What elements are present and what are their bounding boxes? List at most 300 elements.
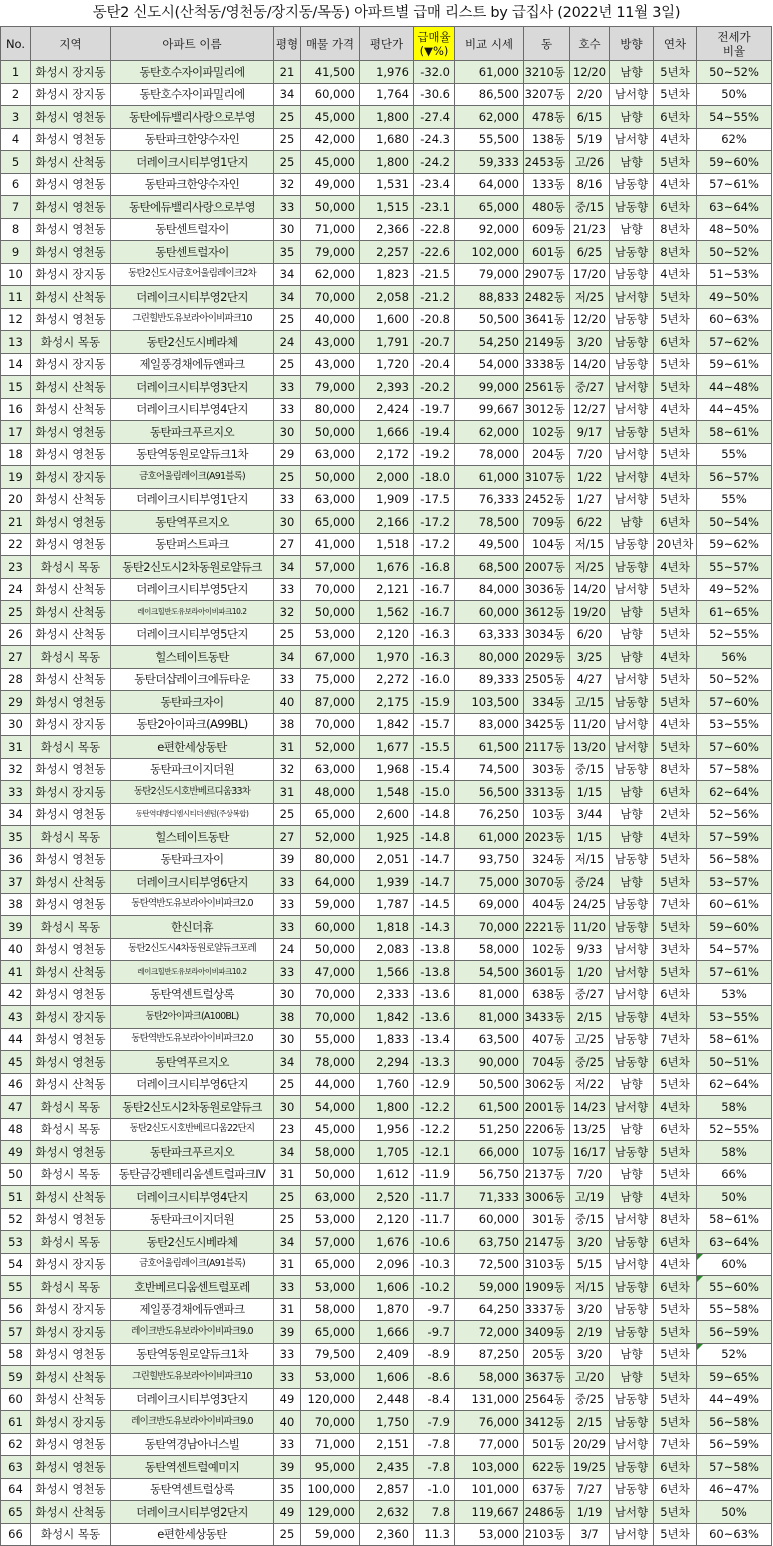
cell-drop-rate: -24.2 — [414, 151, 455, 174]
cell-price: 53,000 — [301, 1208, 360, 1231]
cell-compare-price: 56,500 — [455, 781, 524, 804]
cell-direction: 남서향 — [610, 286, 654, 309]
cell-drop-rate: -11.7 — [414, 1186, 455, 1209]
cell-size: 33 — [274, 196, 301, 219]
header-unit-price: 평단가 — [360, 27, 414, 61]
cell-floor: 14/20 — [570, 353, 610, 376]
cell-compare-price: 93,750 — [455, 848, 524, 871]
cell-dong: 3412동 — [524, 1411, 570, 1434]
cell-apt-name: 더레이크시티부영3단지 — [111, 376, 274, 399]
cell-price: 50,000 — [301, 601, 360, 624]
cell-drop-rate: -16.0 — [414, 668, 455, 691]
header-direction: 방향 — [610, 27, 654, 61]
cell-price: 75,000 — [301, 668, 360, 691]
cell-no: 62 — [1, 1433, 31, 1456]
cell-dong: 2029동 — [524, 646, 570, 669]
cell-direction: 남서향 — [610, 1208, 654, 1231]
cell-price: 57,000 — [301, 556, 360, 579]
cell-drop-rate: -14.3 — [414, 916, 455, 939]
cell-compare-price: 61,500 — [455, 1096, 524, 1119]
cell-dong: 3210동 — [524, 61, 570, 84]
cell-floor: 6/25 — [570, 241, 610, 264]
cell-apt-name: 동탄센트럴자이 — [111, 218, 274, 241]
cell-year: 6년차 — [654, 1478, 697, 1501]
cell-unit-price: 2,409 — [360, 1343, 414, 1366]
cell-price: 80,000 — [301, 398, 360, 421]
cell-region: 화성시 목동 — [31, 1163, 111, 1186]
cell-no: 20 — [1, 488, 31, 511]
cell-price: 80,000 — [301, 848, 360, 871]
cell-size: 34 — [274, 1141, 301, 1164]
cell-compare-price: 80,000 — [455, 646, 524, 669]
cell-drop-rate: -14.5 — [414, 893, 455, 916]
cell-floor: 중/15 — [570, 1208, 610, 1231]
cell-apt-name: 제일풍경채에듀앤파크 — [111, 1298, 274, 1321]
cell-floor: 3/44 — [570, 803, 610, 826]
cell-direction: 남동향 — [610, 1028, 654, 1051]
cell-dong: 709동 — [524, 511, 570, 534]
cell-compare-price: 101,000 — [455, 1478, 524, 1501]
cell-jeonse-ratio: 56% — [697, 646, 772, 669]
cell-floor: 7/20 — [570, 443, 610, 466]
cell-unit-price: 2,083 — [360, 938, 414, 961]
cell-direction: 남향 — [610, 61, 654, 84]
cell-drop-rate: -20.7 — [414, 331, 455, 354]
cell-no: 26 — [1, 623, 31, 646]
cell-compare-price: 70,000 — [455, 916, 524, 939]
cell-size: 30 — [274, 1096, 301, 1119]
cell-compare-price: 53,000 — [455, 1523, 524, 1546]
cell-no: 34 — [1, 803, 31, 826]
cell-no: 35 — [1, 826, 31, 849]
cell-price: 59,000 — [301, 1523, 360, 1546]
cell-no: 55 — [1, 1276, 31, 1299]
cell-drop-rate: -21.5 — [414, 263, 455, 286]
cell-drop-rate: -16.3 — [414, 646, 455, 669]
cell-compare-price: 63,750 — [455, 1231, 524, 1254]
cell-jeonse-ratio: 44~45% — [697, 398, 772, 421]
cell-size: 30 — [274, 1028, 301, 1051]
cell-floor: 20/29 — [570, 1433, 610, 1456]
cell-no: 50 — [1, 1163, 31, 1186]
cell-dong: 334동 — [524, 691, 570, 714]
cell-size: 27 — [274, 533, 301, 556]
cell-drop-rate: -13.4 — [414, 1028, 455, 1051]
cell-no: 44 — [1, 1028, 31, 1051]
cell-no: 22 — [1, 533, 31, 556]
cell-size: 30 — [274, 218, 301, 241]
cell-price: 53,000 — [301, 623, 360, 646]
cell-compare-price: 62,000 — [455, 421, 524, 444]
cell-price: 50,000 — [301, 196, 360, 219]
cell-unit-price: 2,333 — [360, 983, 414, 1006]
cell-direction: 남동향 — [610, 556, 654, 579]
cell-no: 60 — [1, 1388, 31, 1411]
cell-unit-price: 2,096 — [360, 1253, 414, 1276]
cell-apt-name: 동탄2신도시베라체 — [111, 331, 274, 354]
cell-compare-price: 79,000 — [455, 263, 524, 286]
cell-apt-name: 그린힐반도유보라아이비파크10 — [111, 308, 274, 331]
cell-dong: 2001동 — [524, 1096, 570, 1119]
cell-region: 화성시 영천동 — [31, 128, 111, 151]
cell-apt-name: 한신더휴 — [111, 916, 274, 939]
cell-year: 5년차 — [654, 601, 697, 624]
cell-year: 4년차 — [654, 398, 697, 421]
cell-apt-name: 동탄역반도유보라아이비파크2.0 — [111, 1028, 274, 1051]
cell-unit-price: 1,791 — [360, 331, 414, 354]
cell-size: 30 — [274, 983, 301, 1006]
cell-price: 63,000 — [301, 1186, 360, 1209]
cell-jeonse-ratio: 57~58% — [697, 1456, 772, 1479]
table-row — [1, 758, 772, 781]
cell-jeonse-ratio: 62~64% — [697, 781, 772, 804]
cell-drop-rate: -1.0 — [414, 1478, 455, 1501]
cell-no: 39 — [1, 916, 31, 939]
cell-region: 화성시 산척동 — [31, 398, 111, 421]
cell-region: 화성시 장지동 — [31, 1321, 111, 1344]
cell-direction: 남향 — [610, 1366, 654, 1389]
cell-apt-name: 힐스테이트동탄 — [111, 826, 274, 849]
cell-price: 70,000 — [301, 1411, 360, 1434]
cell-compare-price: 64,250 — [455, 1298, 524, 1321]
cell-unit-price: 1,787 — [360, 893, 414, 916]
cell-compare-price: 61,000 — [455, 826, 524, 849]
cell-jeonse-ratio: 60% — [697, 1253, 772, 1276]
cell-dong: 204동 — [524, 443, 570, 466]
cell-direction: 남동향 — [610, 421, 654, 444]
cell-compare-price: 68,500 — [455, 556, 524, 579]
cell-compare-price: 55,500 — [455, 128, 524, 151]
cell-direction: 남서향 — [610, 83, 654, 106]
cell-apt-name: 그린힐반도유보라아이비파크10 — [111, 1366, 274, 1389]
cell-dong: 2023동 — [524, 826, 570, 849]
cell-floor: 2/20 — [570, 83, 610, 106]
cell-dong: 609동 — [524, 218, 570, 241]
cell-direction: 남서향 — [610, 983, 654, 1006]
cell-no: 30 — [1, 713, 31, 736]
cell-unit-price: 2,120 — [360, 1208, 414, 1231]
cell-unit-price: 2,520 — [360, 1186, 414, 1209]
cell-price: 65,000 — [301, 803, 360, 826]
cell-floor: 4/27 — [570, 668, 610, 691]
cell-drop-rate: -16.7 — [414, 601, 455, 624]
cell-size: 33 — [274, 398, 301, 421]
cell-size: 34 — [274, 556, 301, 579]
cell-jeonse-ratio: 55% — [697, 443, 772, 466]
cell-drop-rate: -7.9 — [414, 1411, 455, 1434]
cell-jeonse-ratio: 57~61% — [697, 173, 772, 196]
cell-floor: 3/7 — [570, 1523, 610, 1546]
cell-floor: 9/33 — [570, 938, 610, 961]
cell-year: 4년차 — [654, 1006, 697, 1029]
cell-compare-price: 59,000 — [455, 1276, 524, 1299]
cell-year: 4년차 — [654, 826, 697, 849]
cell-apt-name: 동탄금강펜테리움센트럴파크Ⅳ — [111, 1163, 274, 1186]
cell-jeonse-ratio: 44~49% — [697, 1388, 772, 1411]
cell-year: 6년차 — [654, 331, 697, 354]
table-row — [1, 1478, 772, 1501]
cell-year: 5년차 — [654, 961, 697, 984]
cell-compare-price: 102,000 — [455, 241, 524, 264]
table-row — [1, 263, 772, 286]
cell-jeonse-ratio: 52~56% — [697, 803, 772, 826]
cell-jeonse-ratio: 49~52% — [697, 578, 772, 601]
cell-apt-name: e편한세상동탄 — [111, 736, 274, 759]
cell-unit-price: 1,548 — [360, 781, 414, 804]
cell-jeonse-ratio: 58~61% — [697, 1208, 772, 1231]
cell-size: 34 — [274, 83, 301, 106]
cell-jeonse-ratio: 48~50% — [697, 218, 772, 241]
cell-no: 47 — [1, 1096, 31, 1119]
cell-apt-name: 동탄파크푸르지오 — [111, 1141, 274, 1164]
cell-year: 4년차 — [654, 1096, 697, 1119]
cell-year: 5년차 — [654, 1343, 697, 1366]
cell-price: 129,000 — [301, 1501, 360, 1524]
cell-apt-name: 더레이크시티부영6단지 — [111, 1073, 274, 1096]
cell-direction: 남동향 — [610, 893, 654, 916]
cell-apt-name: 동탄2신도시금호어울림레이크2차 — [111, 263, 274, 286]
cell-unit-price: 2,600 — [360, 803, 414, 826]
cell-unit-price: 2,257 — [360, 241, 414, 264]
cell-direction: 남향 — [610, 1118, 654, 1141]
cell-year: 5년차 — [654, 1501, 697, 1524]
cell-dong: 3601동 — [524, 961, 570, 984]
cell-direction: 남동향 — [610, 196, 654, 219]
cell-direction: 남향 — [610, 803, 654, 826]
table-row — [1, 1298, 772, 1321]
cell-apt-name: 동탄2신도시호반베르디움33차 — [111, 781, 274, 804]
cell-floor: 1/15 — [570, 781, 610, 804]
cell-price: 52,000 — [301, 736, 360, 759]
cell-direction: 남동향 — [610, 331, 654, 354]
table-row — [1, 1231, 772, 1254]
table-row — [1, 196, 772, 219]
listing-table — [0, 26, 772, 1546]
cell-unit-price: 2,632 — [360, 1501, 414, 1524]
cell-no: 10 — [1, 263, 31, 286]
cell-jeonse-ratio: 56~57% — [697, 466, 772, 489]
cell-jeonse-ratio: 60~61% — [697, 893, 772, 916]
cell-jeonse-ratio: 50~51% — [697, 1051, 772, 1074]
cell-drop-rate: -19.2 — [414, 443, 455, 466]
cell-floor: 중/25 — [570, 1388, 610, 1411]
cell-jeonse-ratio: 56~58% — [697, 1411, 772, 1434]
cell-floor: 17/20 — [570, 263, 610, 286]
cell-compare-price: 69,000 — [455, 893, 524, 916]
table-row — [1, 1096, 772, 1119]
cell-no: 3 — [1, 106, 31, 129]
cell-compare-price: 76,250 — [455, 803, 524, 826]
cell-unit-price: 1,800 — [360, 1096, 414, 1119]
cell-compare-price: 72,500 — [455, 1253, 524, 1276]
cell-no: 1 — [1, 61, 31, 84]
cell-no: 38 — [1, 893, 31, 916]
cell-region: 화성시 장지동 — [31, 353, 111, 376]
cell-dong: 3409동 — [524, 1321, 570, 1344]
cell-jeonse-ratio: 57~61% — [697, 961, 772, 984]
cell-region: 화성시 장지동 — [31, 1411, 111, 1434]
cell-size: 33 — [274, 668, 301, 691]
cell-drop-rate: -22.8 — [414, 218, 455, 241]
cell-direction: 남향 — [610, 871, 654, 894]
cell-no: 29 — [1, 691, 31, 714]
cell-apt-name: 동탄2아이파크(A99BL) — [111, 713, 274, 736]
cell-no: 53 — [1, 1231, 31, 1254]
cell-floor: 19/20 — [570, 601, 610, 624]
cell-compare-price: 84,000 — [455, 578, 524, 601]
table-row — [1, 106, 772, 129]
cell-drop-rate: -18.0 — [414, 466, 455, 489]
cell-jeonse-ratio: 59~62% — [697, 533, 772, 556]
cell-price: 70,000 — [301, 983, 360, 1006]
cell-unit-price: 1,968 — [360, 758, 414, 781]
cell-region: 화성시 목동 — [31, 1523, 111, 1546]
cell-no: 15 — [1, 376, 31, 399]
cell-region: 화성시 산척동 — [31, 1366, 111, 1389]
cell-year: 5년차 — [654, 1163, 697, 1186]
cell-apt-name: 동탄역경남아너스빌 — [111, 1433, 274, 1456]
table-row — [1, 1253, 772, 1276]
cell-floor: 중/25 — [570, 1051, 610, 1074]
cell-apt-name: 동탄2신도시2차동원로얄듀크 — [111, 1096, 274, 1119]
cell-compare-price: 92,000 — [455, 218, 524, 241]
cell-direction: 남동향 — [610, 263, 654, 286]
cell-unit-price: 1,612 — [360, 1163, 414, 1186]
table-row — [1, 1366, 772, 1389]
table-row — [1, 578, 772, 601]
cell-dong: 2561동 — [524, 376, 570, 399]
header-price: 매물 가격 — [301, 27, 360, 61]
cell-dong: 3012동 — [524, 398, 570, 421]
cell-direction: 남동향 — [610, 308, 654, 331]
cell-apt-name: 금호어울림레이크(A91블록) — [111, 1253, 274, 1276]
cell-price: 71,000 — [301, 1433, 360, 1456]
cell-region: 화성시 목동 — [31, 646, 111, 669]
cell-apt-name: 동탄2신도시4차동원로얄듀크포레 — [111, 938, 274, 961]
cell-region: 화성시 영천동 — [31, 1343, 111, 1366]
cell-unit-price: 1,600 — [360, 308, 414, 331]
cell-compare-price: 103,000 — [455, 1456, 524, 1479]
cell-size: 32 — [274, 758, 301, 781]
cell-compare-price: 60,000 — [455, 1208, 524, 1231]
cell-no: 37 — [1, 871, 31, 894]
cell-dong: 622동 — [524, 1456, 570, 1479]
cell-year: 5년차 — [654, 1321, 697, 1344]
cell-price: 44,000 — [301, 1073, 360, 1096]
cell-price: 45,000 — [301, 1118, 360, 1141]
cell-dong: 478동 — [524, 106, 570, 129]
table-row — [1, 376, 772, 399]
cell-floor: 중/27 — [570, 983, 610, 1006]
cell-no: 42 — [1, 983, 31, 1006]
header-apt-name: 아파트 이름 — [111, 27, 274, 61]
cell-region: 화성시 산척동 — [31, 376, 111, 399]
cell-direction: 남서향 — [610, 128, 654, 151]
cell-direction: 남동향 — [610, 1388, 654, 1411]
cell-drop-rate: -21.2 — [414, 286, 455, 309]
cell-unit-price: 2,360 — [360, 1523, 414, 1546]
cell-price: 60,000 — [301, 916, 360, 939]
cell-unit-price: 1,676 — [360, 556, 414, 579]
cell-floor: 8/16 — [570, 173, 610, 196]
cell-drop-rate: -20.4 — [414, 353, 455, 376]
cell-no: 31 — [1, 736, 31, 759]
cell-direction: 남향 — [610, 1163, 654, 1186]
cell-size: 33 — [274, 1276, 301, 1299]
cell-floor: 13/25 — [570, 1118, 610, 1141]
cell-compare-price: 60,000 — [455, 601, 524, 624]
header-no: No. — [1, 27, 31, 61]
cell-jeonse-ratio: 44~48% — [697, 376, 772, 399]
cell-year: 6년차 — [654, 1456, 697, 1479]
cell-size: 25 — [274, 466, 301, 489]
cell-apt-name: 동탄파크한양수자인 — [111, 128, 274, 151]
cell-dong: 2453동 — [524, 151, 570, 174]
cell-size: 39 — [274, 1456, 301, 1479]
cell-compare-price: 58,000 — [455, 1366, 524, 1389]
cell-size: 40 — [274, 691, 301, 714]
cell-size: 33 — [274, 893, 301, 916]
cell-drop-rate: -13.3 — [414, 1051, 455, 1074]
cell-dong: 3337동 — [524, 1298, 570, 1321]
cell-size: 31 — [274, 781, 301, 804]
cell-floor: 중/24 — [570, 871, 610, 894]
cell-unit-price: 2,272 — [360, 668, 414, 691]
cell-floor: 21/23 — [570, 218, 610, 241]
cell-floor: 저/25 — [570, 556, 610, 579]
cell-no: 33 — [1, 781, 31, 804]
cell-price: 52,000 — [301, 826, 360, 849]
table-row — [1, 488, 772, 511]
cell-year: 4년차 — [654, 173, 697, 196]
cell-compare-price: 50,500 — [455, 1073, 524, 1096]
cell-apt-name: 동탄파크이지더원 — [111, 758, 274, 781]
cell-dong: 2137동 — [524, 1163, 570, 1186]
cell-floor: 고/19 — [570, 1186, 610, 1209]
table-row — [1, 1433, 772, 1456]
cell-floor: 9/17 — [570, 421, 610, 444]
cell-drop-rate: -8.9 — [414, 1343, 455, 1366]
cell-drop-rate: -8.4 — [414, 1388, 455, 1411]
cell-apt-name: 동탄2신도시2차동원로얄듀크 — [111, 556, 274, 579]
cell-region: 화성시 목동 — [31, 1231, 111, 1254]
cell-price: 59,000 — [301, 893, 360, 916]
cell-year: 4년차 — [654, 466, 697, 489]
cell-size: 25 — [274, 623, 301, 646]
header-year: 연차 — [654, 27, 697, 61]
table-row — [1, 286, 772, 309]
cell-year: 5년차 — [654, 578, 697, 601]
cell-no: 65 — [1, 1501, 31, 1524]
cell-no: 52 — [1, 1208, 31, 1231]
cell-year: 6년차 — [654, 1276, 697, 1299]
cell-compare-price: 77,000 — [455, 1433, 524, 1456]
cell-price: 45,000 — [301, 106, 360, 129]
cell-unit-price: 1,677 — [360, 736, 414, 759]
header-drop-rate-line2: (▼%) — [419, 43, 449, 58]
cell-region: 화성시 장지동 — [31, 1298, 111, 1321]
cell-region: 화성시 장지동 — [31, 263, 111, 286]
cell-dong: 324동 — [524, 848, 570, 871]
cell-drop-rate: -14.8 — [414, 826, 455, 849]
cell-region: 화성시 영천동 — [31, 106, 111, 129]
cell-price: 53,000 — [301, 1276, 360, 1299]
cell-drop-rate: -23.4 — [414, 173, 455, 196]
cell-unit-price: 2,000 — [360, 466, 414, 489]
cell-compare-price: 62,000 — [455, 106, 524, 129]
cell-size: 34 — [274, 1231, 301, 1254]
cell-floor: 5/19 — [570, 128, 610, 151]
